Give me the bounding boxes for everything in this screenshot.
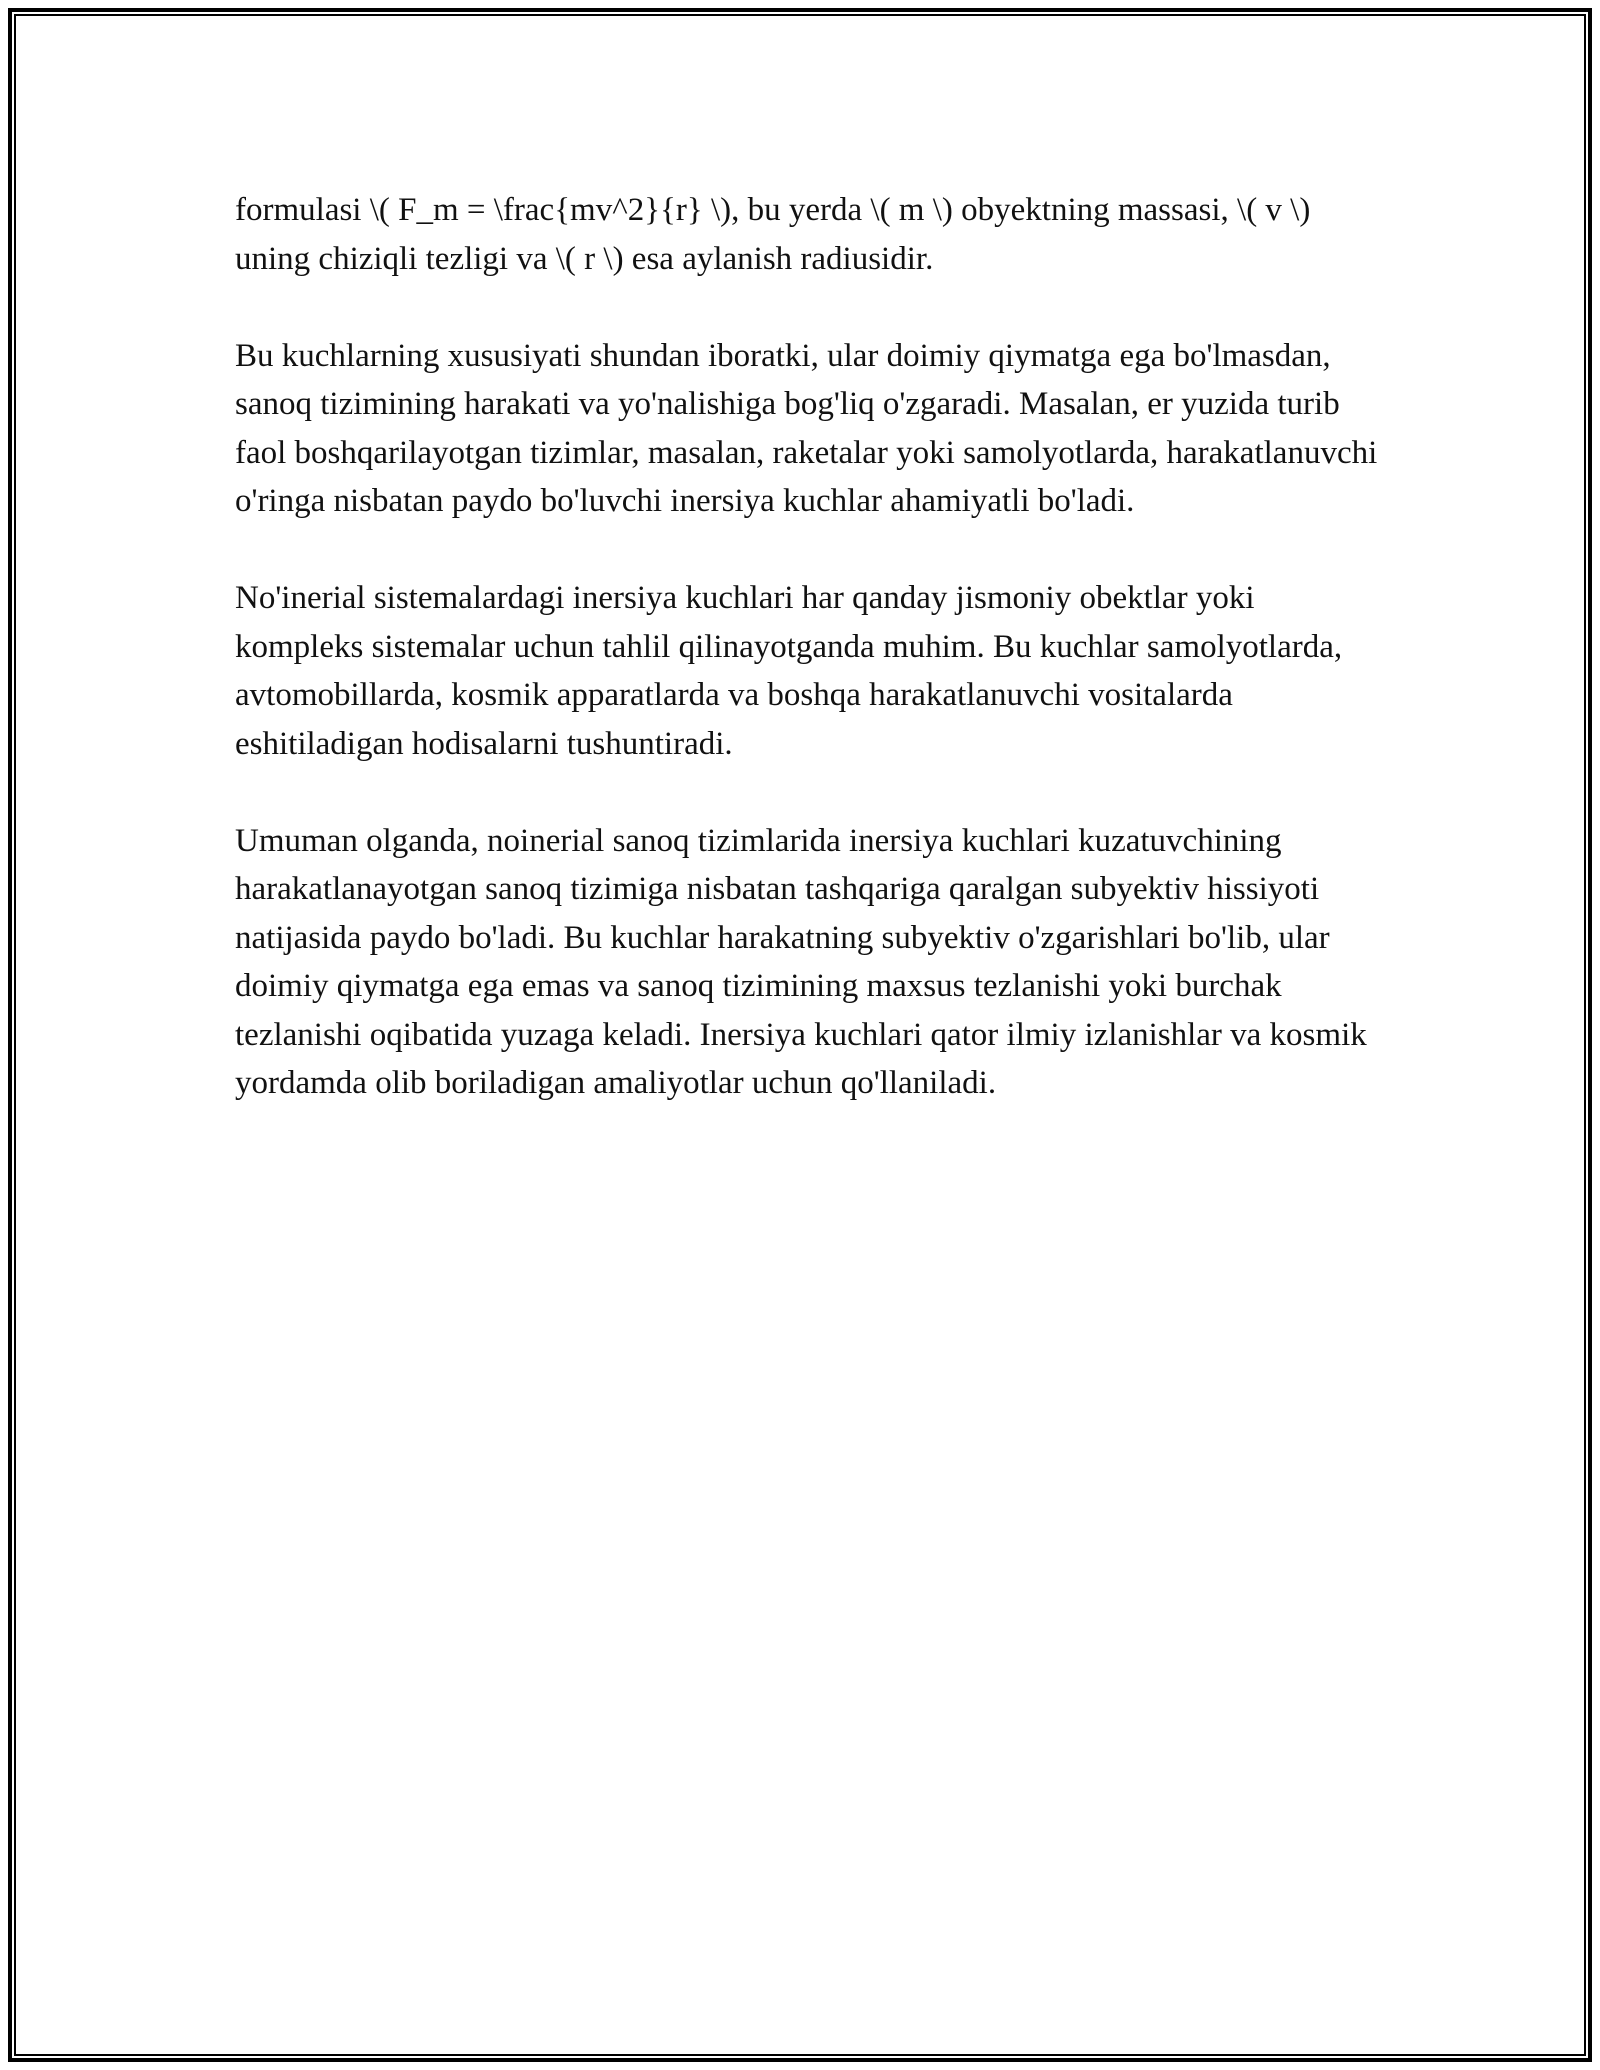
document-body (235, 186, 1385, 1156)
paragraph-conclusion: Umuman olganda, noinerial sanoq tizimlarida inersiya kuchlari kuzatuvchining harakatlanayotgan sanoq tizimiga nisbatan tashqariga qaralgan subyektiv hissiyoti natijasida paydo bo'ladi. Bu kuchlar harakatning subyektiv o'zgarishlari bo'lib, ular doimiy qiymatga ega emas va sanoq tizimining maxsus tezlanishi yoki burchak tezlanishi oqibatida yuzaga keladi. Inersiya kuchlari qator ilmiy izlanishlar va kosmik yordamda olib boriladigan amaliyotlar uchun qo'llaniladi. (235, 822, 1367, 1101)
paragraph-noninertial: No'inerial sistemalardagi inersiya kuchlari har qanday jismoniy obektlar yoki kompleks sistemalar uchun tahlil qilinayotganda muhim. Bu kuchlar samolyotlarda, avtomobillarda, kosmik apparatlarda va boshqa harakatlanuvchi vositalarda eshitiladigan hodisalarni tushuntiradi. (235, 580, 1343, 762)
paragraph-formula: formulasi \( F_m = \frac{mv^2}{r} \), bu yerda \( m \) obyektning massasi, \( v \) uning chiziqli tezligi va \( r \) esa aylanish radiusidir. (235, 192, 1311, 277)
paragraph-properties: Bu kuchlarning xususiyati shundan iboratki, ular doimiy qiymatga ega bo'lmasdan, sanoq tizimining harakati va yo'nalishiga bog'liq o'zgaradi. Masalan, er yuzida turib faol boshqarilayotgan tizimlar, masalan, raketalar yoki samolyotlarda, harakatlanuvchi o'ringa nisbatan paydo bo'luvchi inersiya kuchlar ahamiyatli bo'ladi. (235, 337, 1378, 519)
